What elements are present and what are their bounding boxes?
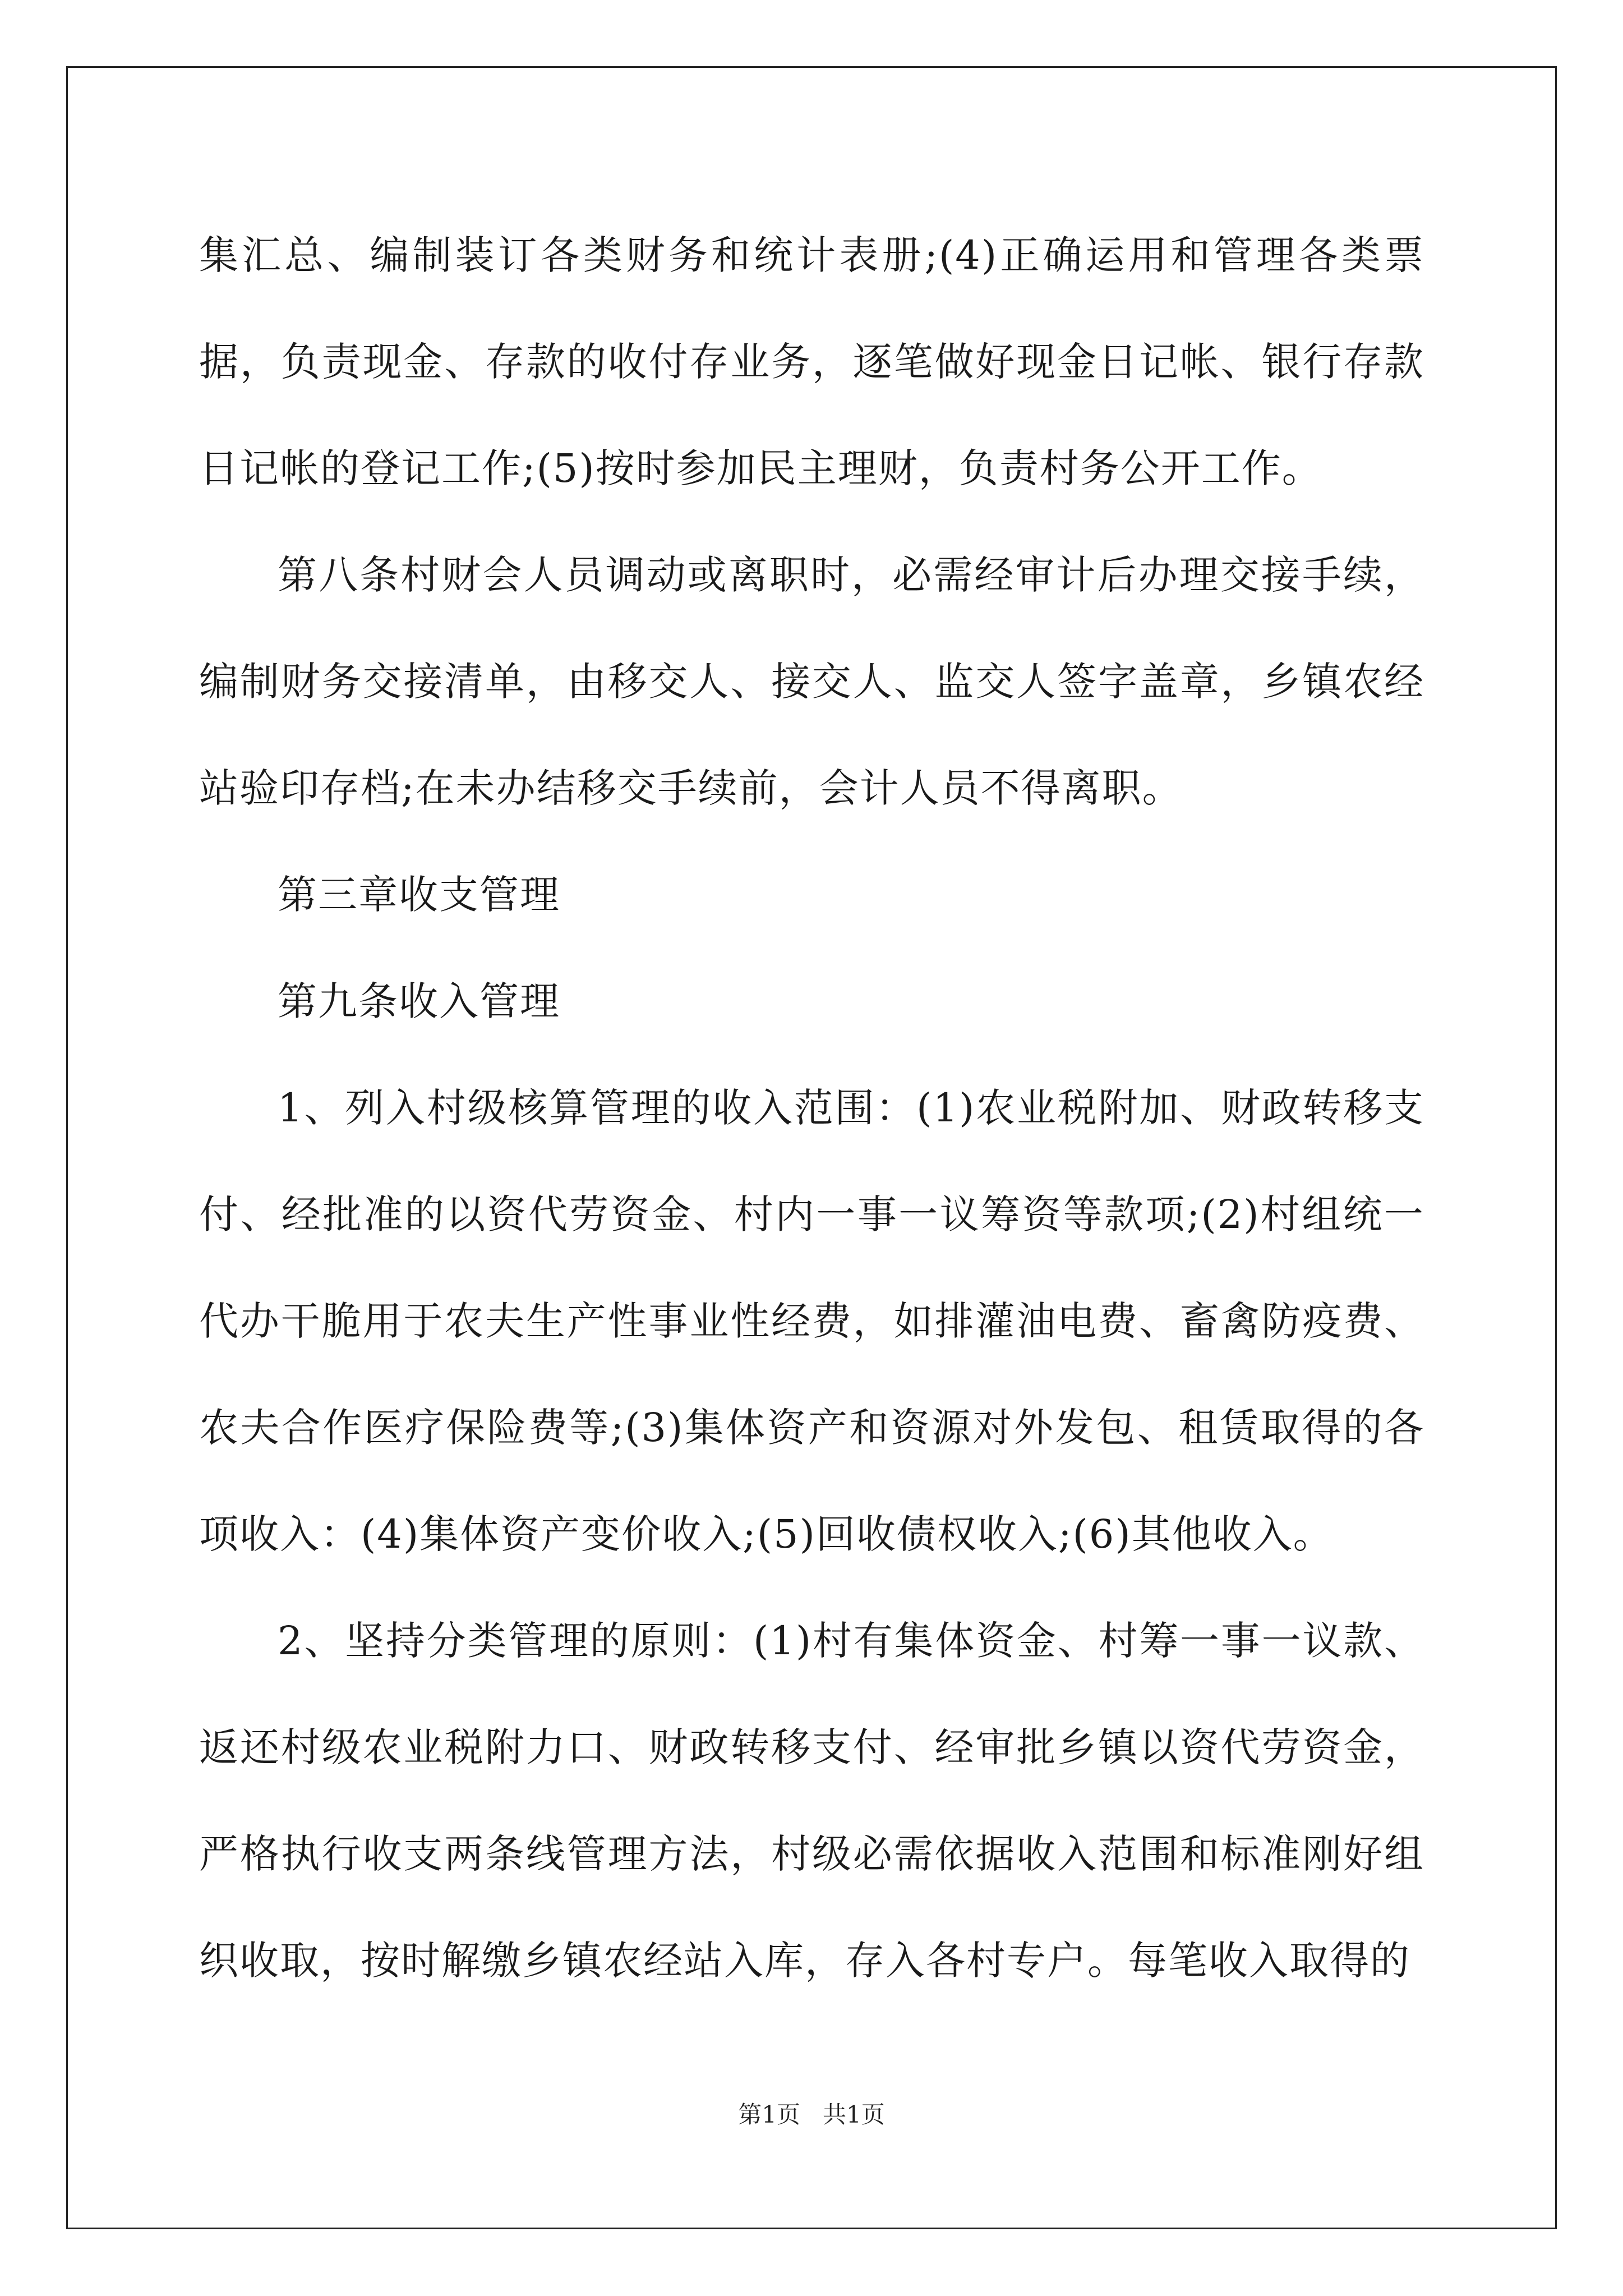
page-footer [0, 2098, 1623, 2132]
page-total: 共1页 [823, 2101, 885, 2128]
paragraph: 2、坚持分类管理的原则：(1)村有集体资金、村筹一事一议款、返还村级农业税附力口、财政转移支付、经审批乡镇以资代劳资金，严格执行收支两条线管理方法，村级必需依据收入范围和标准刚好组织收取，按时解缴乡镇农经站入库，存入各村专户。每笔收入取得的 [199, 1618, 1424, 1984]
paragraph: 第八条村财会人员调动或离职时，必需经审计后办理交接手续，编制财务交接清单，由移交人、接交人、监交人签字盖章，乡镇农经站验印存档;在未办结移交手续前，会计人员不得离职。 [199, 552, 1424, 811]
chapter-heading: 第三章收支管理 [278, 872, 560, 918]
document-body [199, 202, 1424, 2014]
paragraph: 集汇总、编制装订各类财务和统计表册;(4)正确运用和管理各类票据，负责现金、存款的收付存业务，逐笔做好现金日记帐、银行存款日记帐的登记工作;(5)按时参加民主理财，负责村务公开工作。 [199, 232, 1424, 491]
paragraph: 1、列入村级核算管理的收入范围：(1)农业税附加、财政转移支付、经批准的以资代劳资金、村内一事一议筹资等款项;(2)村组统一代办干脆用于农夫生产性事业性经费，如排灌油电费、畜禽防疫费、农夫合作医疗保险费等;(3)集体资产和资源对外发包、租赁取得的各项收入：(4)集体资产变价收入;(5)回收债权收入;(6)其他收入。 [199, 1085, 1424, 1557]
page-number: 第1页 [738, 2101, 800, 2128]
article-heading: 第九条收入管理 [278, 978, 560, 1024]
